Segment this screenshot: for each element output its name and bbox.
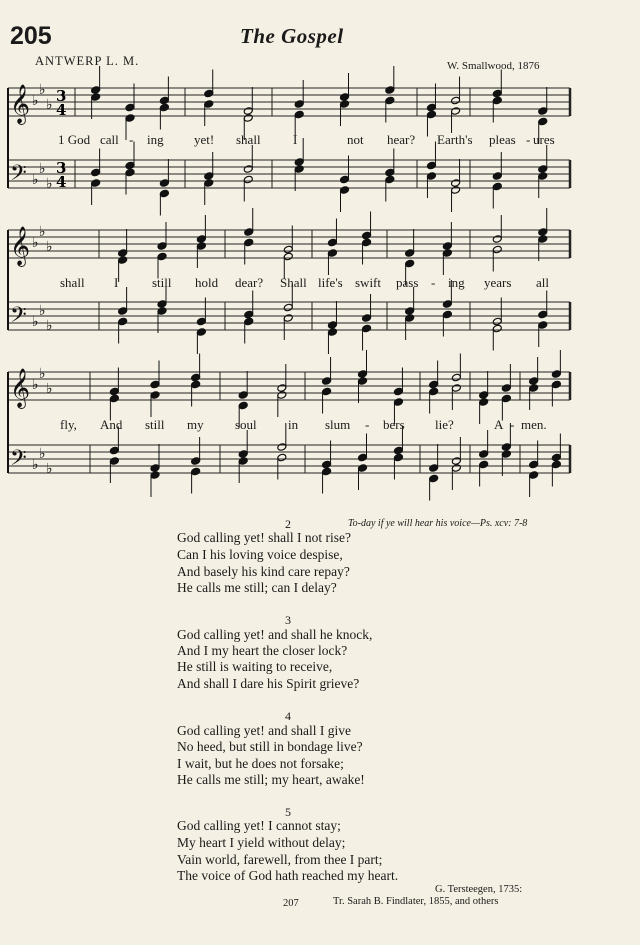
lyric-syllable: life's: [318, 275, 343, 290]
note-head: [109, 387, 119, 396]
note-head: [451, 464, 461, 473]
flat-sign: ♭: [39, 303, 46, 319]
flat-sign: ♭: [46, 381, 53, 397]
treble-clef: 𝄞: [10, 368, 31, 408]
verse-line: The voice of God hath reached my heart.: [177, 868, 399, 883]
note-head: [196, 235, 206, 244]
note-head: [238, 457, 248, 466]
note-head: [125, 114, 135, 123]
note-head: [429, 464, 439, 473]
time-signature-top: 3: [56, 87, 67, 105]
bass-clef: 𝄢: [10, 161, 27, 191]
note-head: [501, 394, 511, 403]
note-head: [244, 238, 254, 247]
lyric-syllable: -: [431, 275, 436, 290]
note-head: [358, 370, 368, 379]
flat-sign: ♭: [32, 93, 39, 109]
note-head: [538, 172, 548, 181]
verse-line: God calling yet! I cannot stay;: [177, 818, 341, 833]
note-head: [492, 96, 502, 105]
note-head: [362, 238, 372, 247]
lyric-syllable: men.: [521, 417, 547, 432]
note-head: [243, 114, 253, 123]
lyric-syllable: ing: [147, 132, 164, 147]
composer-credit: W. Smallwood, 1876: [447, 60, 540, 72]
lyric-syllable: slum: [325, 417, 351, 432]
note-head: [340, 186, 350, 195]
note-head: [551, 460, 561, 469]
lyric-syllable: -: [526, 132, 531, 147]
note-head: [479, 450, 489, 459]
verse-line: My heart I yield without delay;: [177, 835, 346, 850]
lyric-syllable: And: [100, 417, 123, 432]
note-head: [340, 93, 350, 102]
note-head: [91, 86, 101, 95]
lyric-syllable: swift: [355, 275, 381, 290]
lyric-syllable: pass: [396, 275, 419, 290]
verse-line: And basely his kind care repay?: [177, 564, 350, 579]
note-head: [118, 317, 128, 326]
note-head: [551, 370, 561, 379]
note-head: [159, 189, 169, 198]
note-head: [451, 373, 461, 382]
note-head: [538, 228, 548, 237]
note-head: [442, 249, 452, 258]
verse-line: And I my heart the closer lock?: [177, 643, 348, 658]
note-head: [538, 235, 548, 244]
lyric-syllable: hear?: [387, 132, 416, 147]
note-head: [243, 107, 253, 116]
lyric-syllable: I: [114, 275, 119, 290]
note-head: [150, 391, 160, 400]
lyric-syllable: soul: [235, 417, 257, 432]
note-head: [109, 446, 119, 455]
note-head: [405, 249, 415, 258]
note-head: [150, 471, 160, 480]
lyric-syllable: all: [536, 275, 549, 290]
note-head: [442, 242, 452, 251]
flat-sign: ♭: [46, 97, 53, 113]
note-head: [442, 300, 452, 309]
lyric-syllable: 1 God: [58, 132, 91, 147]
note-head: [327, 321, 337, 330]
treble-clef: 𝄞: [10, 84, 31, 124]
flat-sign: ♭: [32, 457, 39, 473]
tune-name: ANTWERP L. M.: [35, 54, 140, 68]
verse-line: No heed, but still in bondage live?: [177, 739, 363, 754]
note-head: [385, 175, 395, 184]
note-head: [451, 457, 461, 466]
verse-number: 3: [285, 613, 291, 627]
note-head: [244, 310, 254, 319]
note-head: [538, 117, 548, 126]
time-signature-bottom: 4: [56, 101, 67, 119]
lyric-syllable: fly,: [60, 417, 77, 432]
note-head: [322, 387, 332, 396]
note-head: [204, 89, 214, 98]
flat-sign: ♭: [39, 161, 46, 177]
note-head: [393, 453, 403, 462]
lyric-syllable: not: [347, 132, 364, 147]
note-head: [91, 168, 101, 177]
scripture-reference: To-day if ye will hear his voice—Ps. xcv: 7-8: [348, 518, 528, 529]
note-head: [118, 256, 128, 265]
note-head: [283, 314, 293, 323]
lyric-syllable: A: [494, 417, 504, 432]
note-head: [243, 165, 253, 174]
note-head: [196, 328, 206, 337]
note-head: [358, 377, 368, 386]
treble-clef: 𝄞: [10, 226, 31, 266]
note-head: [157, 300, 167, 309]
note-head: [538, 165, 548, 174]
note-head: [358, 453, 368, 462]
flat-sign: ♭: [46, 176, 53, 192]
note-head: [322, 467, 332, 476]
lyric-syllable: yet!: [194, 132, 215, 147]
note-head: [479, 391, 489, 400]
note-head: [327, 238, 337, 247]
note-head: [244, 228, 254, 237]
note-head: [405, 314, 415, 323]
lyric-syllable: dear?: [235, 275, 264, 290]
note-head: [204, 172, 214, 181]
lyric-syllable: call: [100, 132, 119, 147]
note-head: [358, 464, 368, 473]
note-head: [157, 242, 167, 251]
note-head: [322, 377, 332, 386]
verse-line: And shall I dare his Spirit grieve?: [177, 676, 360, 691]
note-head: [479, 460, 489, 469]
note-head: [529, 460, 539, 469]
note-head: [294, 110, 304, 119]
note-head: [91, 179, 101, 188]
note-head: [393, 446, 403, 455]
note-head: [283, 245, 293, 254]
note-head: [393, 398, 403, 407]
note-head: [451, 107, 461, 116]
note-head: [529, 384, 539, 393]
note-head: [125, 168, 135, 177]
note-head: [492, 324, 502, 333]
note-head: [492, 235, 502, 244]
flat-sign: ♭: [32, 235, 39, 251]
note-head: [191, 373, 201, 382]
verse-number: 5: [285, 805, 291, 819]
lyric-syllable: hold: [195, 275, 219, 290]
note-head: [538, 107, 548, 116]
note-head: [492, 89, 502, 98]
time-signature-bottom: 4: [56, 173, 67, 191]
flat-sign: ♭: [39, 446, 46, 462]
lyric-syllable: ures: [533, 132, 555, 147]
note-head: [91, 93, 101, 102]
note-head: [340, 100, 350, 109]
note-head: [362, 314, 372, 323]
verse-line: God calling yet! and shall I give: [177, 723, 351, 738]
note-head: [196, 317, 206, 326]
note-head: [277, 443, 287, 452]
section-title: The Gospel: [240, 24, 344, 48]
note-head: [551, 453, 561, 462]
note-head: [238, 450, 248, 459]
lyric-syllable: in: [288, 417, 299, 432]
translator-credit: Tr. Sarah B. Findlater, 1855, and others: [333, 896, 499, 907]
verse-line: He calls me still; can I delay?: [177, 580, 337, 595]
lyric-syllable: -: [129, 132, 134, 147]
note-head: [196, 242, 206, 251]
flat-sign: ♭: [39, 224, 46, 240]
verse-line: God calling yet! and shall he knock,: [177, 627, 373, 642]
note-head: [191, 380, 201, 389]
note-head: [426, 161, 436, 170]
note-head: [385, 96, 395, 105]
lyric-syllable: still: [145, 417, 165, 432]
note-head: [191, 467, 201, 476]
verse-line: Can I his loving voice despise,: [177, 547, 343, 562]
note-head: [327, 328, 337, 337]
lyric-syllable: shall: [236, 132, 261, 147]
flat-sign: ♭: [39, 82, 46, 98]
flat-sign: ♭: [46, 318, 53, 334]
note-head: [157, 307, 167, 316]
lyric-syllable: I: [293, 132, 298, 147]
verse-line: He calls me still; my heart, awake!: [177, 772, 365, 787]
note-head: [238, 391, 248, 400]
note-head: [204, 100, 214, 109]
note-head: [385, 86, 395, 95]
note-head: [125, 103, 135, 112]
note-head: [429, 380, 439, 389]
bass-clef: 𝄢: [10, 303, 27, 333]
note-head: [405, 259, 415, 268]
note-head: [244, 317, 254, 326]
note-head: [283, 303, 293, 312]
author-credit: G. Tersteegen, 1735:: [435, 884, 523, 895]
note-head: [385, 168, 395, 177]
note-head: [429, 474, 439, 483]
hymn-number: 205: [10, 22, 52, 50]
note-head: [451, 179, 461, 188]
note-head: [159, 103, 169, 112]
note-head: [327, 249, 337, 258]
note-head: [551, 380, 561, 389]
note-head: [451, 96, 461, 105]
lyric-syllable: Shall: [280, 275, 307, 290]
flat-sign: ♭: [39, 366, 46, 382]
note-head: [492, 182, 502, 191]
lyric-syllable: ing: [448, 275, 465, 290]
lyric-syllable: pleas: [489, 132, 516, 147]
note-head: [426, 172, 436, 181]
note-head: [294, 158, 304, 167]
note-head: [238, 401, 248, 410]
note-head: [157, 252, 167, 261]
note-head: [426, 103, 436, 112]
verse-line: He still is waiting to receive,: [177, 659, 333, 674]
flat-sign: ♭: [46, 239, 53, 255]
note-head: [501, 384, 511, 393]
note-head: [125, 161, 135, 170]
note-head: [451, 384, 461, 393]
lyric-syllable: -: [510, 417, 515, 432]
note-head: [159, 179, 169, 188]
note-head: [159, 96, 169, 105]
note-head: [492, 317, 502, 326]
flat-sign: ♭: [32, 314, 39, 330]
note-head: [429, 387, 439, 396]
verse-number: 2: [285, 517, 291, 531]
note-head: [204, 179, 214, 188]
lyric-syllable: years: [484, 275, 512, 290]
note-head: [501, 450, 511, 459]
note-head: [501, 443, 511, 452]
note-head: [150, 380, 160, 389]
note-head: [426, 110, 436, 119]
note-head: [451, 186, 461, 195]
note-head: [393, 387, 403, 396]
note-head: [405, 307, 415, 316]
bass-clef: 𝄢: [10, 446, 27, 476]
page-number: 207: [283, 898, 299, 909]
flat-sign: ♭: [32, 377, 39, 393]
note-head: [150, 464, 160, 473]
note-head: [294, 100, 304, 109]
flat-sign: ♭: [46, 461, 53, 477]
note-head: [277, 453, 287, 462]
lyric-syllable: -: [365, 417, 370, 432]
note-head: [277, 384, 287, 393]
note-head: [322, 460, 332, 469]
verse-line: God calling yet! shall I not rise?: [177, 530, 351, 545]
note-head: [529, 471, 539, 480]
note-head: [191, 457, 201, 466]
note-head: [294, 165, 304, 174]
lyric-syllable: shall: [60, 275, 85, 290]
note-head: [277, 391, 287, 400]
verse-line: I wait, but he does not forsake;: [177, 756, 344, 771]
note-head: [362, 324, 372, 333]
note-head: [118, 307, 128, 316]
lyric-syllable: Earth's: [437, 132, 473, 147]
note-head: [243, 175, 253, 184]
time-signature-top: 3: [56, 159, 67, 177]
note-head: [529, 377, 539, 386]
note-head: [479, 398, 489, 407]
verse-line: Vain world, farewell, from thee I part;: [177, 852, 383, 867]
verse-number: 4: [285, 709, 291, 723]
note-head: [109, 457, 119, 466]
lyric-syllable: still: [152, 275, 172, 290]
lyric-syllable: my: [187, 417, 204, 432]
note-head: [283, 252, 293, 261]
note-head: [362, 231, 372, 240]
note-head: [442, 310, 452, 319]
note-head: [538, 310, 548, 319]
note-head: [538, 321, 548, 330]
lyric-syllable: bers: [383, 417, 405, 432]
note-head: [340, 175, 350, 184]
note-head: [109, 394, 119, 403]
lyric-syllable: lie?: [435, 417, 454, 432]
note-head: [118, 249, 128, 258]
flat-sign: ♭: [32, 172, 39, 188]
note-head: [492, 172, 502, 181]
note-head: [492, 245, 502, 254]
